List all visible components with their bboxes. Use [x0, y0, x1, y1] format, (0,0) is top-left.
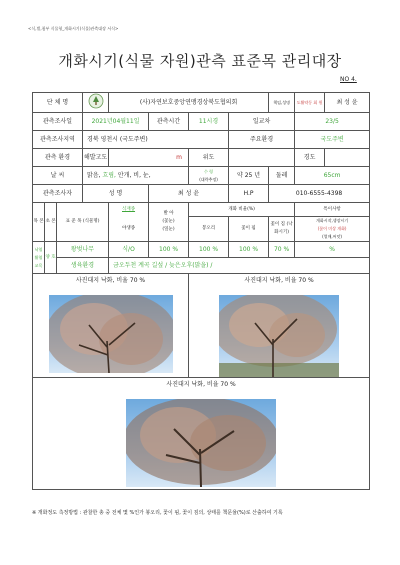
- col-note-sub-text: 개화시작,생장시기: [315, 218, 349, 223]
- age-value: 약 25 년: [229, 167, 269, 185]
- observation-register-table: [32, 92, 370, 490]
- row-species: 왕벚나무: [57, 242, 109, 258]
- col-note-sub2-text: (꽃이 미상 개화): [317, 226, 347, 231]
- org-logo-icon: [88, 93, 104, 109]
- rep-sub: 도활약동 회 원: [295, 93, 325, 113]
- env-label: 관측 환경: [33, 149, 83, 167]
- row-r2: 100 %: [229, 242, 269, 258]
- weather-value-clear: 맑음,: [87, 171, 101, 179]
- altitude-unit: m: [109, 149, 189, 167]
- row-note: %: [295, 242, 370, 258]
- col-note-sub: [295, 217, 370, 242]
- env-row-label: 생육환경: [57, 258, 109, 274]
- photo-tree-3: [126, 399, 276, 487]
- col-r3: 꽃이 짐 (낙화시기): [269, 217, 295, 242]
- photo-cell-3: [33, 378, 370, 490]
- name-value: 최 성 윤: [149, 185, 229, 203]
- col-flower-sub1: (꽃눈): [162, 219, 175, 224]
- lon-label: 경도: [295, 149, 325, 167]
- col-ratio: 개화 비율(%): [189, 203, 295, 217]
- name-label: 성 명: [83, 185, 149, 203]
- measurement-note: ※ 개화정도 측정방법 : 관찰한 총 중 전체 몇 %인가 봉오리, 꽃이 핌, 꽃이 짐의, 상태를 책문율(%)로 산출하여 기록: [32, 510, 283, 516]
- photo-tree-1: [49, 295, 173, 373]
- photo-tree-2: [219, 295, 339, 377]
- place-value: 경북 영천시 (국도주변): [83, 131, 229, 149]
- col-flower-text: 발 아: [163, 211, 174, 216]
- time-label: 관측시간: [149, 113, 189, 131]
- age-label: [189, 167, 229, 185]
- age-sub-text: (대략추정): [199, 176, 218, 182]
- col-flower-sub2: (잎눈): [162, 227, 175, 232]
- hp-label: H.P: [229, 185, 269, 203]
- photo-caption-2: 사진대지 낙화, 비율 70 %: [244, 277, 314, 284]
- row-sci: 식/O: [109, 242, 149, 258]
- group-name-label: 단 체 명: [33, 93, 83, 113]
- tree-photo-2-image: [219, 295, 339, 377]
- group-name-value: (사)자연보호중앙연맹경상북도협의회: [109, 93, 269, 113]
- place-label: 관측조사지역: [33, 131, 83, 149]
- girth-label: 둘레: [269, 167, 295, 185]
- env-row-value: 금오두천 계곡 길섶 / 늦은오후(맑을) /: [109, 258, 370, 274]
- col-species: 표 준 목 (식물명): [57, 203, 109, 242]
- org-logo: [83, 93, 109, 113]
- weather-value-cloudy: 흐림,: [102, 171, 116, 179]
- hp-value: 010-6555-4398: [269, 185, 370, 203]
- col-note-sub3-text: (열매,씨앗): [322, 234, 342, 239]
- photo-caption-3: 사진대지 낙화, 비율 70 %: [166, 381, 236, 388]
- col-flower: [149, 203, 189, 242]
- col-sci-text: 식재종: [122, 206, 136, 212]
- date-value: 2021년04월11일: [83, 113, 149, 131]
- altitude-label: 해발고도: [83, 149, 109, 167]
- surround-value: 국도주변: [295, 131, 370, 149]
- lon-value: [325, 149, 370, 167]
- surround-label: 주요환경: [229, 131, 295, 149]
- weather-label: 날 씨: [33, 167, 83, 185]
- lat-value: [229, 149, 295, 167]
- girth-value: 65cm: [295, 167, 370, 185]
- row-cho: 양 호: [45, 242, 57, 274]
- person-label: 관측조사자: [33, 185, 83, 203]
- calendar-label: 일교차: [229, 113, 295, 131]
- tree-photo-1-image: [49, 295, 173, 373]
- row-r3: 70 %: [269, 242, 295, 258]
- weather-values: [83, 167, 189, 185]
- document-number: NO 4.: [340, 76, 357, 83]
- col-mok: 목 본: [33, 203, 45, 242]
- photo-cell-1: [33, 274, 189, 378]
- page-title: 개화시기(식물 자원)관측 표준목 관리대장: [58, 52, 342, 70]
- col-cho: 초 본: [45, 203, 57, 242]
- rep-label: 책임,성명: [269, 93, 295, 113]
- photo-caption-1: 사진대지 낙화, 비율 70 %: [75, 277, 146, 284]
- row-side: 낙엽 활엽 교목: [33, 242, 45, 274]
- age-label-text: 수 령: [204, 168, 214, 174]
- date-label: 관측조사일: [33, 113, 83, 131]
- form-type-note: <식,별,첨부 식물형_개화시기(식물)관측대장 서식>: [28, 26, 119, 31]
- col-r1: 봉오리: [189, 217, 229, 242]
- calendar-value: 23/5: [295, 113, 370, 131]
- rep-value: 최 성 윤: [325, 93, 370, 113]
- col-r2: 꽃이 핌: [229, 217, 269, 242]
- col-sci2: 야생종: [109, 217, 149, 242]
- col-sci: [109, 203, 149, 217]
- time-value: 11시경: [189, 113, 229, 131]
- photo-cell-2: [189, 274, 370, 378]
- row-flower: 100 %: [149, 242, 189, 258]
- lat-label: 위도: [189, 149, 229, 167]
- tree-photo-3-image: [126, 399, 276, 487]
- row-r1: 100 %: [189, 242, 229, 258]
- weather-value-other: 안개, 비, 눈,: [117, 171, 151, 179]
- col-note: 특이사항: [295, 203, 370, 217]
